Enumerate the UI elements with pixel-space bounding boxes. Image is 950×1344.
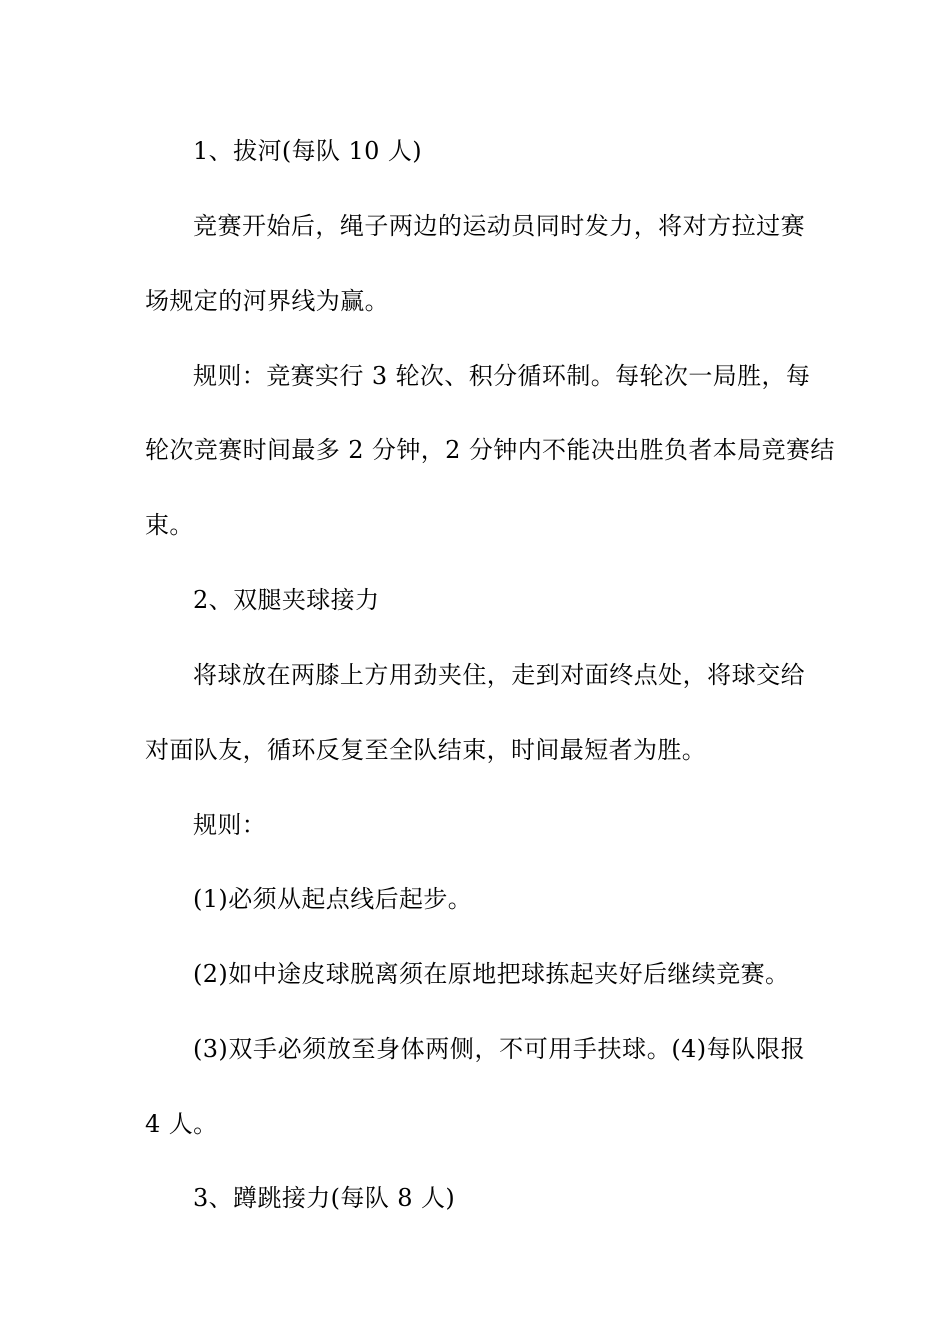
rules-line: 束。 <box>145 511 194 539</box>
paragraph-line: 将球放在两膝上方用劲夹住，走到对面终点处，将球交给 <box>193 661 805 689</box>
section-heading-squat-jump-relay: 3、蹲跳接力(每队 8 人) <box>193 1184 456 1212</box>
rule-item-2: (2)如中途皮球脱离须在原地把球拣起夹好后继续竞赛。 <box>193 960 790 988</box>
section-heading-tug-of-war: 1、拔河(每队 10 人) <box>193 137 422 165</box>
paragraph-line: 场规定的河界线为赢。 <box>145 287 389 315</box>
rule-item-1: (1)必须从起点线后起步。 <box>193 885 473 913</box>
paragraph-line: 竞赛开始后，绳子两边的运动员同时发力，将对方拉过赛 <box>193 212 805 240</box>
rules-label: 规则： <box>193 811 267 839</box>
rule-item-3-4: (3)双手必须放至身体两侧，不可用手扶球。(4)每队限报 <box>193 1035 805 1063</box>
rule-item-4-cont: 4 人。 <box>145 1110 218 1138</box>
paragraph-line: 对面队友，循环反复至全队结束，时间最短者为胜。 <box>145 736 707 764</box>
rules-line: 规则：竞赛实行 3 轮次、积分循环制。每轮次一局胜，每 <box>193 362 811 390</box>
rules-line: 轮次竞赛时间最多 2 分钟，2 分钟内不能决出胜负者本局竞赛结 <box>145 436 835 464</box>
section-heading-leg-ball-relay: 2、双腿夹球接力 <box>193 586 380 614</box>
